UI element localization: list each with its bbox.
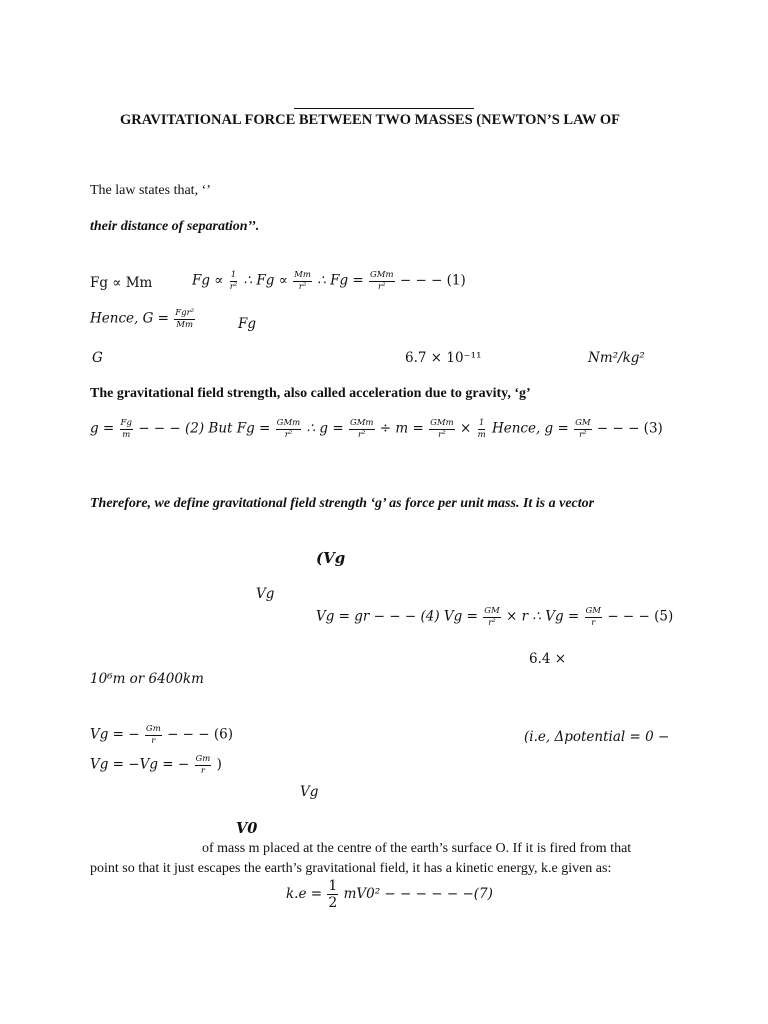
eq4-n5: 1 [478, 418, 485, 428]
paragraph-line-2: point so that it just escapes the earth’s gravitational field, it has a kinetic energy, k.e given as: [90, 861, 612, 876]
vg-bold-label: (Vg [316, 549, 346, 567]
eq5-p2: × r ∴ Vg = [505, 608, 580, 625]
equation-row-7 [90, 755, 222, 775]
eq8-frac1 [327, 879, 338, 910]
eq5-n1: GM [484, 606, 500, 616]
paragraph-line-1: of mass m placed at the centre of the earth’s surface O. If it is fired from that [202, 841, 632, 856]
eq4-p6: Hence, g = [491, 420, 569, 437]
page-title: GRAVITATIONAL FORCE BETWEEN TWO MASSES (NEWTON’S LAW OF [120, 112, 620, 128]
eq5-n2: GM [585, 606, 602, 616]
eq1-b-num: 1 [230, 270, 237, 280]
eq5-p3: − − − (5) [607, 608, 674, 625]
eq4-frac5 [477, 419, 487, 439]
eq5-frac1 [483, 607, 501, 627]
eq8-p2: mV0² − − − − − −(7) [343, 886, 493, 902]
eq2-fg-label: Fg [238, 316, 257, 332]
definition-line: Therefore, we define gravitational field strength ‘g’ as force per unit mass. It is a vector [90, 496, 595, 511]
equation-row-4 [90, 419, 663, 439]
title-overline [294, 108, 474, 109]
constant-unit: Nm²/kg² [588, 350, 645, 366]
eq4-d1: m [122, 429, 131, 440]
equation-row-6 [90, 725, 233, 745]
eq7-p2: ) [216, 756, 222, 773]
eq8-p1: k.e = [286, 886, 323, 902]
eq1-b-lhs: Fg ∝ [192, 272, 224, 289]
eq5-d1: r² [488, 617, 496, 628]
equation-row-8 [286, 879, 493, 910]
eq5-frac2 [585, 607, 603, 627]
eq6-p1: Vg = − [90, 726, 140, 743]
eq7-d1: r [200, 765, 205, 776]
constant-symbol: G [92, 350, 103, 366]
eq4-frac4 [429, 419, 455, 439]
eq1-d-den: r² [378, 281, 386, 292]
eq1-d-tail: − − − (1) [399, 272, 466, 289]
eq4-p5: × [459, 420, 472, 437]
eq4-frac6 [574, 419, 592, 439]
eq8-n1: 1 [328, 878, 338, 894]
eq1-c-fraction [293, 271, 312, 291]
equation-row-2 [90, 309, 196, 329]
eq4-p4: ÷ m = [379, 420, 424, 437]
vg-label-2: Vg [300, 784, 319, 800]
eq6-p2: − − − (6) [167, 726, 233, 743]
eq1-c-num: Mm [294, 270, 311, 280]
eq5-p1: Vg = gr − − − (4) Vg = [316, 608, 478, 625]
equation-proportional-mass: Fg ∝ Mm [90, 275, 153, 291]
eq4-frac2 [276, 419, 302, 439]
eq4-p7: − − − (3) [596, 420, 663, 437]
vg-label-1: Vg [256, 586, 275, 602]
eq1-c-lhs: ∴ Fg ∝ [243, 272, 288, 289]
eq4-n4: GMm [430, 418, 454, 428]
eq5-d2: r [591, 617, 596, 628]
law-end: their distance of separation’’. [90, 219, 260, 234]
law-intro: The law states that, ‘’ [90, 183, 211, 198]
eq4-d6: r² [579, 429, 587, 440]
eq1-b-den: r² [229, 281, 238, 292]
eq2-lhs: Hence, G = [90, 310, 169, 327]
eq4-n1: Fg [120, 418, 132, 428]
eq4-n3: GMm [349, 418, 374, 428]
eq4-p1: g = [90, 420, 115, 437]
eq1-b-fraction [229, 271, 238, 291]
eq7-n1: Gm [195, 754, 211, 764]
eq4-frac3 [349, 419, 375, 439]
eq4-d5: m [477, 429, 486, 440]
eq4-p2: − − − (2) But Fg = [138, 420, 271, 437]
eq6-n1: Gm [145, 724, 161, 734]
eq2-den: Mm [176, 319, 194, 330]
potential-difference-note: (i.e, Δpotential = 0 − [524, 729, 670, 745]
equation-row-1 [192, 271, 466, 291]
eq6-frac1 [145, 725, 162, 745]
eq1-d-num: GMm [370, 270, 394, 280]
eq7-p1: Vg = −Vg = − [90, 756, 190, 773]
eq4-n2: GMm [276, 418, 301, 428]
eq4-p3: ∴ g = [306, 420, 344, 437]
eq7-frac1 [195, 755, 212, 775]
eq1-d-lhs: ∴ Fg = [317, 272, 364, 289]
eq4-n6: GM [575, 418, 591, 428]
eq6-d1: r [151, 735, 156, 746]
constant-value: 6.7 × 10⁻¹¹ [405, 350, 482, 366]
eq1-d-fraction [369, 271, 395, 291]
eq2-fraction [174, 309, 195, 329]
equation-row-5 [316, 607, 673, 627]
v0-label: V0 [236, 820, 258, 837]
eq4-d2: r² [284, 429, 293, 440]
eq4-d3: r² [357, 429, 366, 440]
eq4-frac1 [120, 419, 133, 439]
eq2-num: Fgr² [175, 308, 195, 318]
eq8-d1: 2 [328, 895, 338, 911]
eq1-c-den: r² [298, 281, 307, 292]
radius-value-b: 10⁶m or 6400km [90, 671, 204, 687]
field-strength-heading: The gravitational field strength, also called acceleration due to gravity, ‘g’ [90, 386, 531, 401]
eq4-d4: r² [438, 429, 446, 440]
radius-value-a: 6.4 × [529, 651, 567, 667]
